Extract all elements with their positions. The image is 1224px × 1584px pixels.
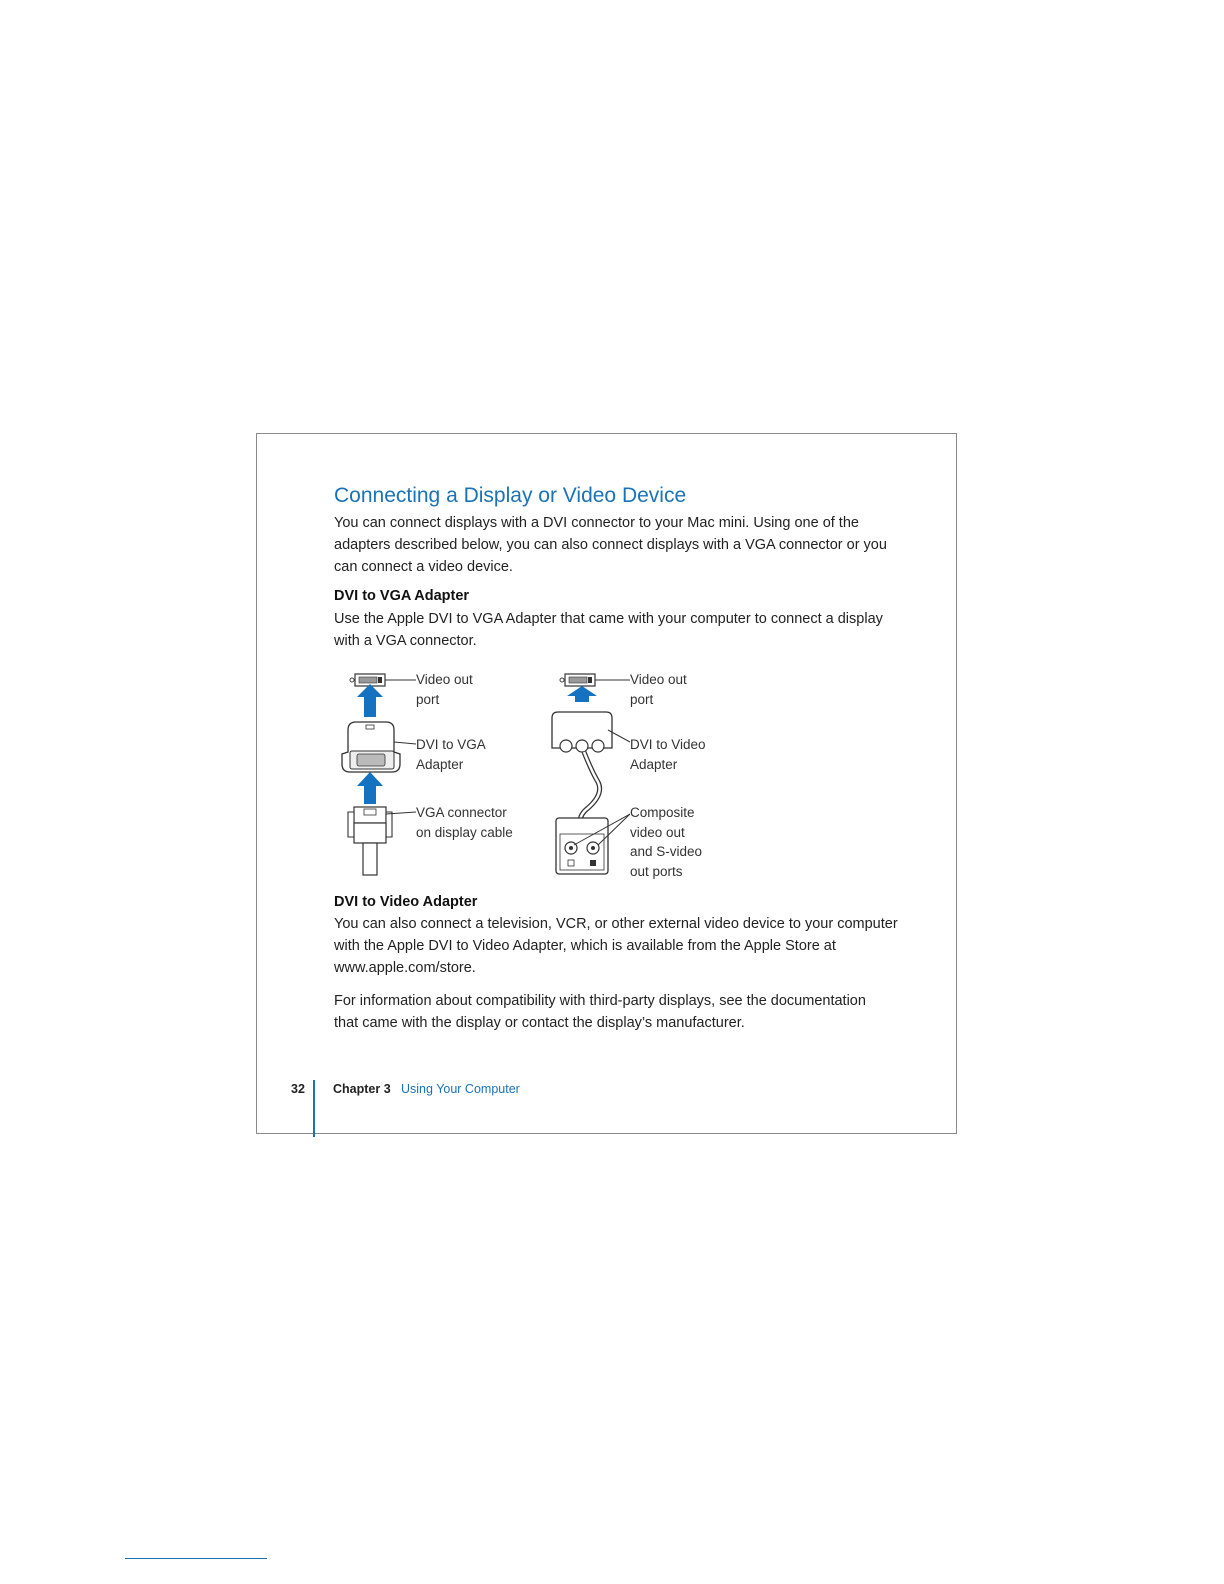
intro-paragraph: You can connect displays with a DVI connector to your Mac mini. Using one of the adapters described below, you can also connect displays with a VGA connector or you can connect a video device. <box>334 515 887 575</box>
section-body-video: You can also connect a television, VCR, or other external video device to your computer with the Apple DVI to Video Adapter, which is available from the Apple Store at www.apple.com/store. <box>334 916 898 976</box>
page-number: 32 <box>291 1082 305 1096</box>
label-video-ports: Composite video out and S-video out ports <box>630 805 703 879</box>
label-vga-connector: VGA connector on display cable <box>416 805 513 840</box>
dvi-to-video-adapter-icon <box>552 712 612 822</box>
section-title-video: DVI to Video Adapter <box>334 894 478 910</box>
video-ports-box-icon <box>556 818 608 874</box>
dvi-to-vga-adapter-icon <box>342 722 400 772</box>
right-arrow-icon <box>567 686 597 702</box>
compatibility-note: For information about compatibility with third-party displays, see the documentation that came with the display or contact the display’s manufacturer. <box>334 993 866 1031</box>
section-title-vga: DVI to VGA Adapter <box>334 588 470 604</box>
label-dvi-to-vga-adapter: DVI to VGA Adapter <box>416 737 486 772</box>
left-video-port-icon <box>350 674 385 686</box>
chapter-label: Chapter 3 <box>333 1082 391 1096</box>
page-title: Connecting a Display or Video Device <box>334 484 687 507</box>
footer-divider <box>313 1080 315 1137</box>
right-video-port-icon <box>560 674 595 686</box>
vga-connector-icon <box>348 807 392 875</box>
left-arrow-bottom-icon <box>357 772 383 804</box>
section-body-vga: Use the Apple DVI to VGA Adapter that came with your computer to connect a display with a VGA connector. <box>334 611 883 649</box>
label-left-video-out-port: Video out port <box>416 672 473 707</box>
chapter-title: Using Your Computer <box>401 1082 520 1096</box>
left-arrow-top-icon <box>357 684 383 717</box>
label-dvi-to-video-adapter: DVI to Video Adapter <box>630 737 706 772</box>
bottom-rule <box>125 1558 267 1559</box>
label-right-video-out-port: Video out port <box>630 672 687 707</box>
